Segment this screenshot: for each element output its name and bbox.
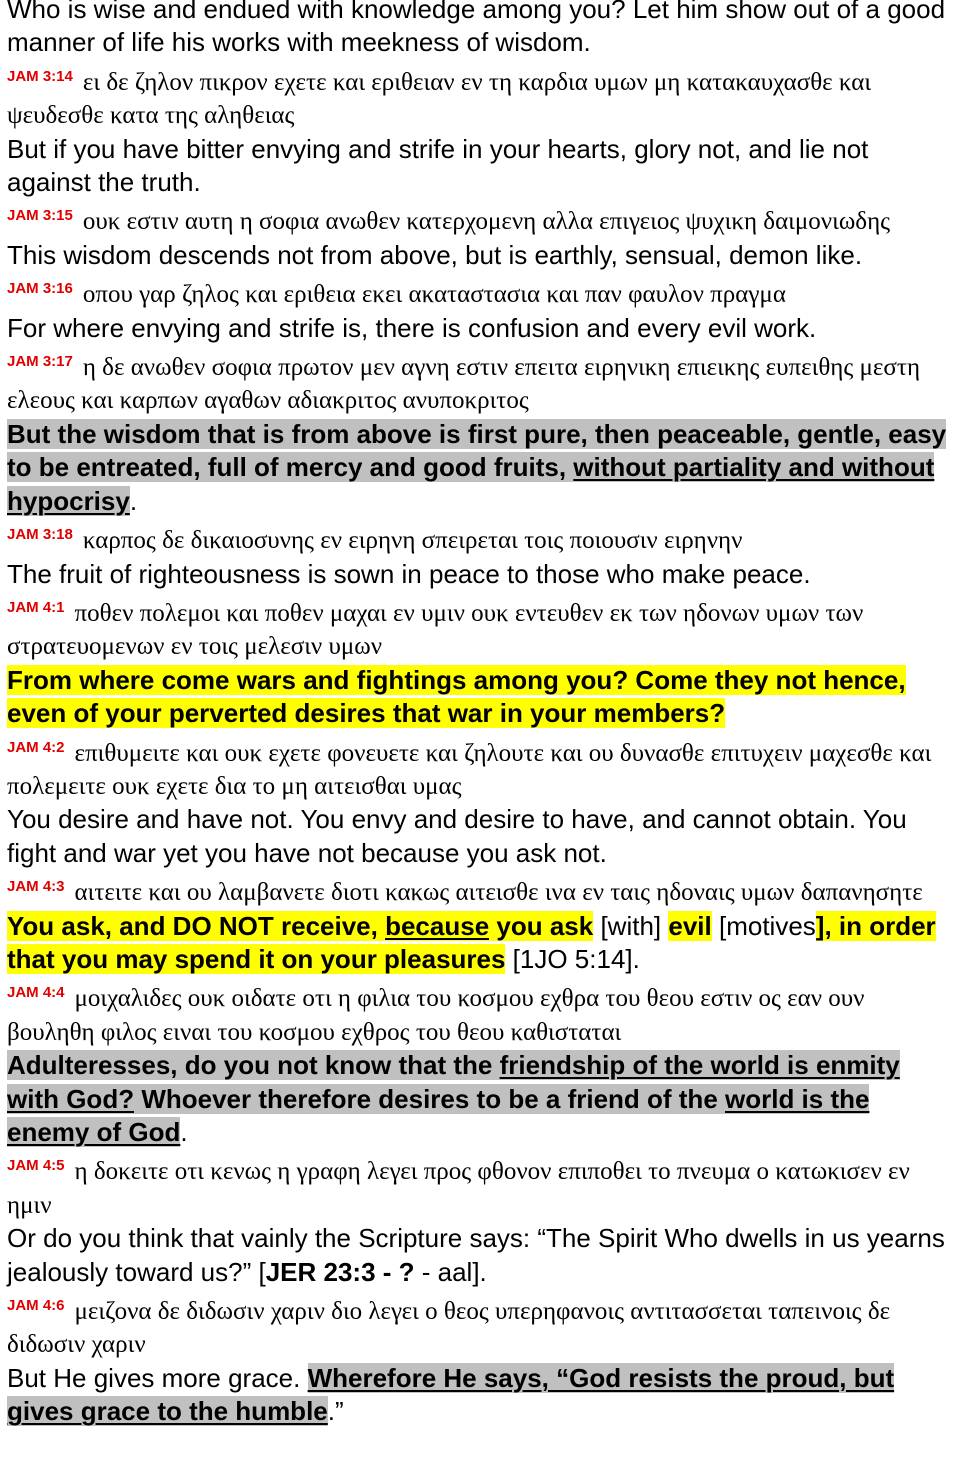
verse-4-6-greek bbox=[7, 1289, 955, 1362]
scripture-document bbox=[7, 0, 955, 1429]
verse-reference: JAM 3:15 bbox=[7, 207, 73, 225]
underlined-text: friendship of the world is enmity with God? bbox=[7, 1050, 900, 1114]
greek-text: καρπος δε δικαιοσυνης εν ειρηνη σπειρεται τοις ποιουσιν ειρηνην bbox=[82, 527, 743, 555]
highlighted-text: ], in order that you may spend it on your pleasures bbox=[7, 910, 936, 974]
english-text: But He gives more grace. bbox=[7, 1362, 308, 1393]
underlined-text: world is the enemy of God bbox=[7, 1083, 870, 1147]
cross-reference: JER 23:3 - ? bbox=[265, 1256, 415, 1287]
verse-3-15-greek bbox=[7, 199, 955, 238]
english-text: The fruit of righteousness is sown in peace to those who make peace. bbox=[7, 558, 811, 589]
verse-4-2-greek bbox=[7, 731, 955, 804]
english-text: This wisdom descends not from above, but is earthly, sensual, demon like. bbox=[7, 239, 863, 270]
greek-text: επιθυμειτε και ουκ εχετε φονευετε και ζηλουτε και ου δυνασθε επιτυχειν μαχεσθε και πολεμειτε ουκ εχετε δια το μη αιτεισθαι υμας bbox=[7, 739, 932, 800]
english-text: Who is wise and endued with knowledge among you? Let him show out of a good manner of life his works with meekness of wisdom. bbox=[7, 0, 946, 58]
english-text: .” bbox=[327, 1396, 344, 1427]
greek-text: ει δε ζηλον πικρον εχετε και εριθειαν εν τη καρδια υμων μη κατακαυχασθε και ψευδεσθε κατα της αληθειας bbox=[7, 68, 872, 130]
english-text: - aal]. bbox=[414, 1256, 487, 1287]
greek-text: ουκ εστιν αυτη η σοφια ανωθεν κατερχομενη αλλα επιγειος ψυχικη δαιμονιωδης bbox=[82, 208, 891, 236]
underlined-text: without partiality and without hypocrisy bbox=[7, 452, 935, 516]
highlighted-text: From where come wars and fightings among you? Come they not hence, even of your perverted desires that war in your members? bbox=[7, 664, 906, 729]
greek-text: ποθεν πολεμοι και ποθεν μαχαι εν υμιν ουκ εντευθεν εκ των ηδονων υμων των στρατευομενων εν τοις μελεσιν υμων bbox=[7, 599, 864, 661]
underlined-text: because bbox=[385, 910, 490, 941]
verse-3-14-english bbox=[7, 133, 955, 200]
verse-4-4-greek bbox=[7, 976, 955, 1049]
english-text: [1JO 5:14]. bbox=[505, 943, 640, 974]
verse-reference: JAM 4:4 bbox=[7, 984, 65, 1002]
highlighted-text: You ask, and DO NOT receive, bbox=[7, 910, 386, 941]
verse-reference: JAM 4:3 bbox=[7, 878, 65, 896]
verse-reference: JAM 4:6 bbox=[7, 1297, 65, 1315]
greek-text: μειζονα δε διδωσιν χαριν διο λεγει ο θεος υπερηφανοις αντιτασσεται ταπεινοις δε διδωσιν χαριν bbox=[7, 1298, 891, 1359]
verse-4-6-english bbox=[7, 1362, 955, 1429]
verse-3-18-greek bbox=[7, 518, 955, 557]
greek-text: η δοκειτε οτι κενως η γραφη λεγει προς φθονον επιποθει το πνευμα ο κατωκισεν εν ημιν bbox=[7, 1158, 910, 1219]
english-text: [with] bbox=[593, 910, 669, 941]
verse-reference: JAM 3:18 bbox=[7, 526, 73, 544]
verse-4-4-english bbox=[7, 1049, 955, 1149]
highlighted-text: Adulteresses, do you not know that the bbox=[7, 1050, 500, 1081]
verse-4-2-english bbox=[7, 803, 955, 870]
verse-3-18-english bbox=[7, 558, 955, 591]
verse-3-16-greek bbox=[7, 272, 955, 311]
verse-4-3-greek bbox=[7, 870, 955, 909]
verse-4-5-greek bbox=[7, 1149, 955, 1222]
verse-3-14-greek bbox=[7, 60, 955, 133]
greek-text: η δε ανωθεν σοφια πρωτον μεν αγνη εστιν επειτα ειρηνικη επιεικης ευπειθης μεστη ελεους και καρπων αγαθων αδιακριτος ανυποκριτος bbox=[7, 354, 921, 415]
verse-reference: JAM 4:1 bbox=[7, 598, 65, 616]
english-text: You desire and have not. You envy and desire to have, and cannot obtain. You fight and war yet you have not because you ask not. bbox=[7, 804, 907, 868]
verse-3-15-english bbox=[7, 239, 955, 272]
verse-4-1-english bbox=[7, 664, 955, 731]
highlighted-text: But the wisdom that is from above is first pure, then peaceable, gentle, easy to be entreated, full of mercy and good fruits, bbox=[7, 418, 947, 483]
verse-reference: JAM 4:5 bbox=[7, 1157, 65, 1175]
english-text: But if you have bitter envying and strife in your hearts, glory not, and lie not against the truth. bbox=[7, 133, 869, 198]
verse-4-1-greek bbox=[7, 591, 955, 664]
verse-4-3-english bbox=[7, 910, 955, 977]
greek-text: οπου γαρ ζηλος και εριθεια εκει ακαταστασια και παν φαυλον πραγμα bbox=[82, 281, 786, 309]
highlighted-text: you ask bbox=[489, 910, 594, 941]
verse-reference: JAM 3:14 bbox=[7, 67, 73, 85]
verse-3-17-greek bbox=[7, 345, 955, 418]
english-text: For where envying and strife is, there is confusion and every evil work. bbox=[7, 312, 817, 343]
verse-3-16-english bbox=[7, 312, 955, 345]
english-text: [motives bbox=[711, 910, 816, 941]
verse-3-17-english bbox=[7, 418, 955, 518]
verse-reference: JAM 4:2 bbox=[7, 738, 65, 756]
english-text: . bbox=[180, 1117, 188, 1147]
highlighted-text: Whoever therefore desires to be a friend of the bbox=[134, 1083, 725, 1114]
highlighted-text: evil bbox=[668, 910, 712, 941]
verse-reference: JAM 3:17 bbox=[7, 353, 73, 371]
english-text: . bbox=[129, 485, 138, 516]
english-text: Or do you think that vainly the Scripture says: “The Spirit Who dwells in us yearns jealously toward us?” [ bbox=[7, 1223, 945, 1287]
greek-text: μοιχαλιδες ουκ οιδατε οτι η φιλια του κοσμου εχθρα του θεου εστιν ος εαν ουν βουληθη φιλος ειναι του κοσμου εχθρος του θεου καθισταται bbox=[7, 985, 865, 1046]
verse-3-13-english bbox=[7, 0, 955, 60]
verse-reference: JAM 3:16 bbox=[7, 280, 73, 298]
greek-text: αιτειτε και ου λαμβανετε διοτι κακως αιτεισθε ινα εν ταις ηδοναις υμων δαπανησητε bbox=[74, 879, 923, 907]
underlined-text: Wherefore He says, “God resists the proud, but gives grace to the humble bbox=[7, 1362, 895, 1427]
verse-4-5-english bbox=[7, 1222, 955, 1289]
